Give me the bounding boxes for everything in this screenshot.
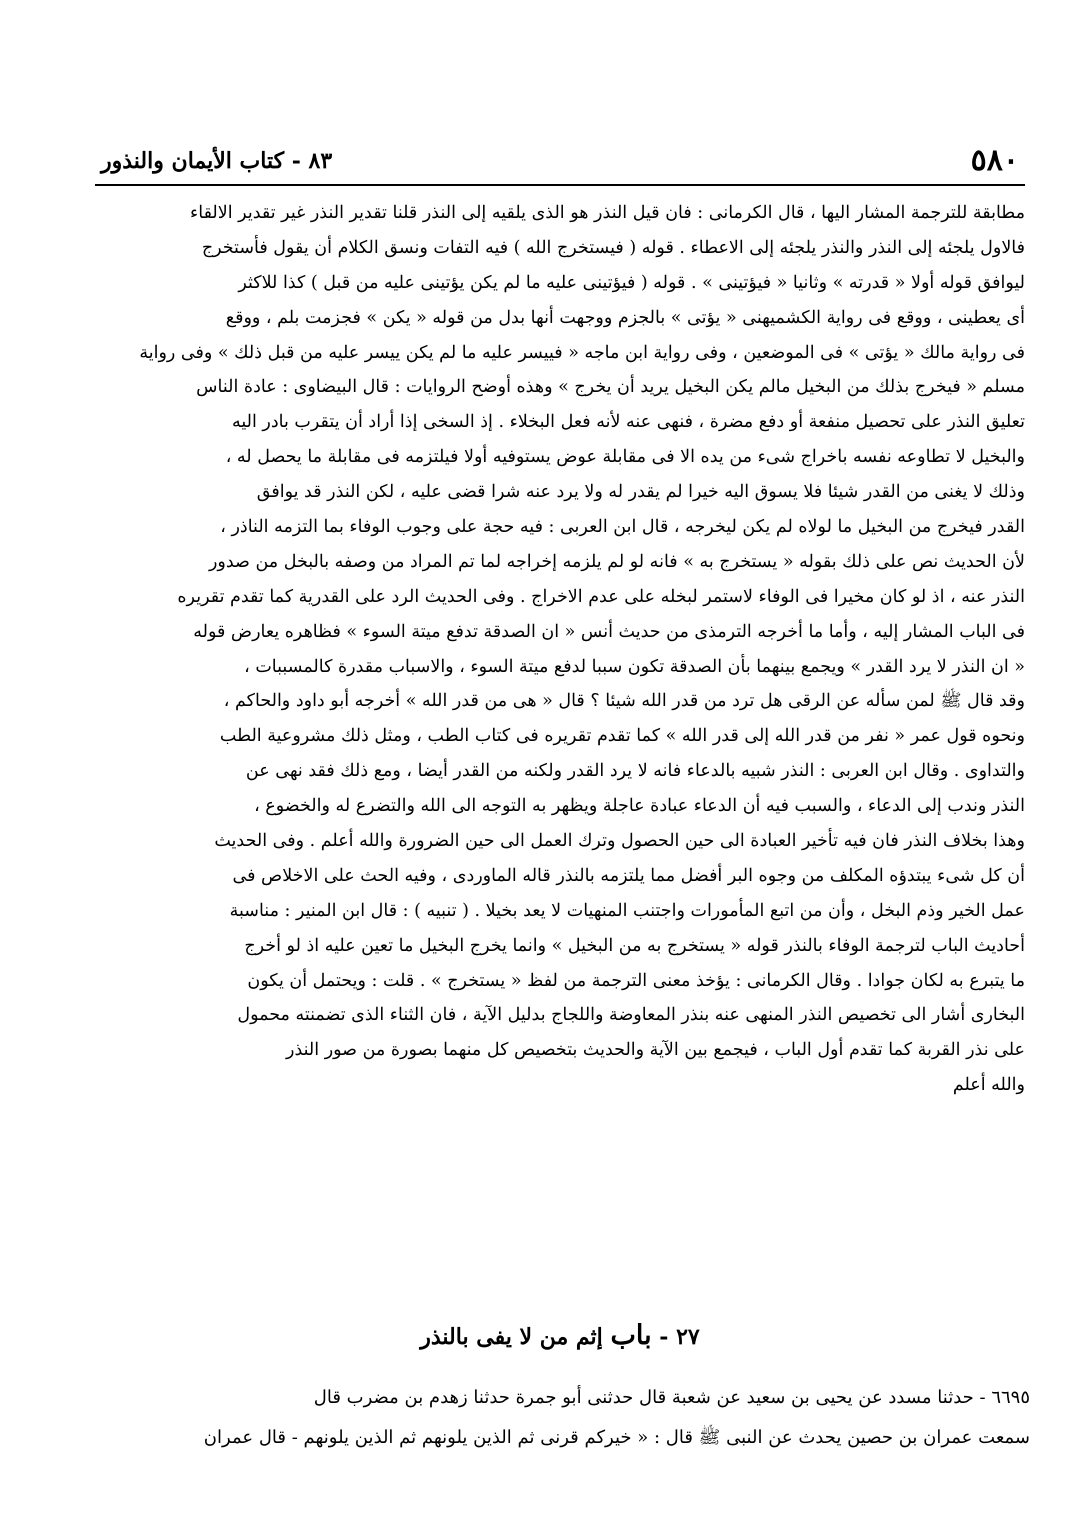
commentary-line: أحاديث الباب لترجمة الوفاء بالنذر قوله « يستخرج به من البخيل » وانما يخرج البخيل ما تعين عليه اذ لو أخرج — [244, 935, 1025, 956]
commentary-line: على نذر القربة كما تقدم أول الباب ، فيجمع بين الآية والحديث بتخصيص كل منهما بصورة من صور النذر — [286, 1040, 1025, 1061]
commentary-line: عمل الخير وذم البخل ، وأن من اتبع المأمورات واجتنب المنهيات لا يعد بخيلا . ( تنبيه ) : قال ابن المنير : مناسبة — [229, 900, 1025, 921]
commentary-line: لأن الحديث نص على ذلك بقوله « يستخرج به » فانه لو لم يلزمه إخراجه لما تم المراد من وصفه بالبخل من صدور — [208, 551, 1025, 572]
commentary-line: وهذا بخلاف النذر فان فيه تأخير العبادة الى حين الحصول وترك العمل الى حين الضرورة والله أعلم . وفى الحديث — [214, 831, 1025, 852]
running-title: ٨٣ - كتاب الأيمان والنذور — [101, 148, 333, 174]
chapter-heading — [95, 1320, 1025, 1351]
commentary-line: القدر فيخرج من البخيل ما لولاه لم يكن ليخرجه ، قال ابن العربى : فيه حجة على وجوب الوفاء بما التزمه الناذر ، — [220, 517, 1025, 538]
commentary-line: البخارى أشار الى تخصيص النذر المنهى عنه بنذر المعاوضة واللجاج بدليل الآية ، فان الثناء الذى تضمنته محمول — [237, 1005, 1025, 1026]
commentary-line: فى الباب المشار إليه ، وأما ما أخرجه الترمذى من حديث أنس « ان الصدقة تدفع ميتة السوء » فظاهره يعارض قوله — [193, 621, 1025, 642]
commentary-line: ونحوه قول عمر « نفر من قدر الله إلى قدر الله » كما تقدم تقريره فى كتاب الطب ، ومثل ذلك مشروعية الطب — [219, 726, 1025, 747]
commentary-line: وقد قال ﷺ لمن سأله عن الرقى هل ترد من قدر الله شيئا ؟ قال « هى من قدر الله » أخرجه أبو داود والحاكم ، — [223, 691, 1025, 712]
commentary-line: وذلك لا يغنى من القدر شيئا فلا يسوق اليه خيرا لم يقدر له ولا يرد عنه شرا قضى عليه ، لكن النذر قد يوافق — [256, 482, 1025, 503]
chapter-word: باب — [610, 1320, 652, 1351]
commentary-line: أن كل شىء يبتدؤه المكلف من وجوه البر أفضل مما يلتزمه بالنذر قاله الماوردى ، وفيه الحث على الاخلاص فى — [232, 865, 1025, 886]
hadith-line: سمعت عمران بن حصين يحدث عن النبى ﷺ قال : « خيركم قرنى ثم الذين يلونهم ثم الذين يلونهم - قال عمران — [203, 1427, 1030, 1448]
commentary-line: والبخيل لا تطاوعه نفسه باخراج شىء من يده الا فى مقابلة عوض يستوفيه أولا فيلتزمه فى مقابلة ما يحصل له ، — [225, 447, 1025, 468]
hadith-block — [80, 1378, 1030, 1458]
commentary-line: أى يعطينى ، ووقع فى رواية الكشميهنى « يؤتى » بالجزم ووجهت أنها بدل من قوله « يكن » فجزمت بلم ، ووقع — [225, 307, 1025, 328]
commentary-line: تعليق النذر على تحصيل منفعة أو دفع مضرة ، فنهى عنه لأنه فعل البخلاء . إذ السخى إذا أراد أن يتقرب بادر اليه — [232, 412, 1025, 433]
commentary-line: فالاول يلجئه إلى النذر والنذر يلجئه إلى الاعطاء . قوله ( فيستخرج الله ) فيه التفات ونسق الكلام أن يقول فأستخرج — [201, 237, 1025, 258]
page-header — [95, 138, 1025, 186]
commentary-line: ما يتبرع به لكان جوادا . وقال الكرمانى : يؤخذ معنى الترجمة من لفظ « يستخرج » . قلت : ويحتمل أن يكون — [247, 970, 1025, 991]
commentary-line: فى رواية مالك « يؤتى » فى الموضعين ، وفى رواية ابن ماجه « فييسر عليه ما لم يكن ييسر عليه من قبل ذلك » وفى رواية — [139, 342, 1025, 363]
commentary-line: النذر وندب إلى الدعاء ، والسبب فيه أن الدعاء عبادة عاجلة ويظهر به التوجه الى الله والتضرع له والخضوع ، — [254, 796, 1025, 817]
commentary-line: والتداوى . وقال ابن العربى : النذر شبيه بالدعاء فانه لا يرد القدر ولكنه من القدر أيضا ، ومع ذلك فقد نهى عن — [245, 761, 1025, 782]
commentary-line: والله أعلم — [952, 1075, 1025, 1096]
page-number: ٥٨٠ — [970, 143, 1019, 178]
chapter-title: إثم من لا يفى بالنذر — [420, 1324, 603, 1350]
commentary-line: مطابقة للترجمة المشار اليها ، قال الكرمانى : فان قيل النذر هو الذى يلقيه إلى النذر قلنا تقدير النذر غير تقدير الالقاء — [190, 203, 1025, 223]
commentary-line: النذر عنه ، اذ لو كان مخيرا فى الوفاء لاستمر لبخله على عدم الاخراج . وفى الحديث الرد على القدرية كما تقدم تقريره — [177, 586, 1025, 607]
commentary-block — [95, 196, 1025, 1103]
commentary-line: « ان النذر لا يرد القدر » ويجمع بينهما بأن الصدقة تكون سببا لدفع ميتة السوء ، والاسباب مقدرة كالمسببات ، — [244, 656, 1025, 677]
commentary-line: مسلم « فيخرج بذلك من البخيل مالم يكن البخيل يريد أن يخرج » وهذه أوضح الروايات : قال البيضاوى : عادة الناس — [196, 377, 1025, 398]
commentary-line: ليوافق قوله أولا « قدرته » وثانيا « فيؤتينى » . قوله ( فيؤتينى عليه ما لم يكن يؤتينى عليه من قبل ) كذا للاكثر — [238, 272, 1025, 293]
chapter-number: ٢٧ - — [659, 1324, 700, 1350]
hadith-line: ٦٦٩٥ - حدثنا مسدد عن يحيى بن سعيد عن شعبة قال حدثنى أبو جمرة حدثنا زهدم بن مضرب قال — [313, 1387, 1030, 1408]
